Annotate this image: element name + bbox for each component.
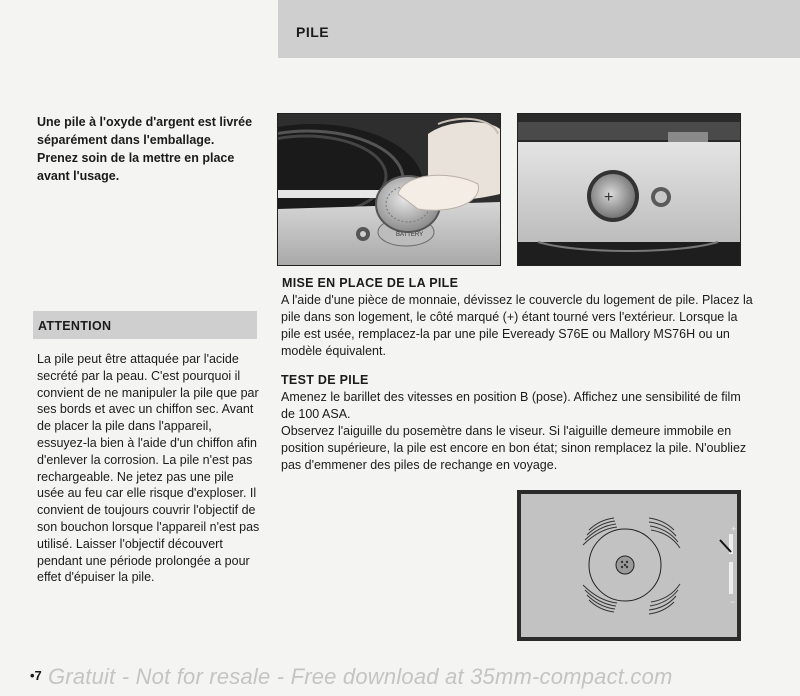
- attention-header: [33, 311, 257, 339]
- battery-plus-text: +: [604, 189, 614, 206]
- test-pile-text: [281, 389, 751, 474]
- test-pile-paragraph-1: Amenez le barillet des vitesses en position B (pose). Affichez une sensibilité de film de 100 ASA.: [281, 390, 741, 421]
- meter-minus: −: [730, 597, 736, 607]
- meter-plus: +: [731, 524, 737, 534]
- section-title-pile: PILE: [296, 24, 330, 40]
- mise-en-place-title: MISE EN PLACE DE LA PILE: [282, 276, 459, 290]
- mise-en-place-text: A l'aide d'une pièce de monnaie, dévissez le couvercle du logement de pile. Placez la pile dans son logement, le côté marqué (+) étant tourné vers l'extérieur. Lorsque la pile est usée, remplacez-la par une pile Eveready S76E ou Mallory MS76H ou un modèle équivalent.: [281, 293, 753, 358]
- page-number: •7: [30, 668, 42, 683]
- attention-title: ATTENTION: [38, 319, 112, 333]
- viewfinder-illustration: [517, 490, 741, 641]
- section-header-pile: [278, 0, 800, 58]
- attention-text: La pile peut être attaquée par l'acide secrété par la peau. C'est pourquoi il convient de ne manipuler la pile que par ses bords et avec un chiffon sec. Avant de placer la pile dans l'appareil, essuyez-la bien à l'aide d'un chiffon afin d'enlever la corrosion. La pile n'est pas rechargeable. Ne jetez pas une pile usée au feu car elle risque d'exploser. Il convient de toujours couvrir l'objectif de son bouchon lorsque l'appareil n'est pas utilisé. Laisser l'objectif découvert pendant une période prolongée a pour effet d'épuiser la pile.: [37, 352, 260, 585]
- test-pile-title: TEST DE PILE: [281, 373, 369, 387]
- battery-text: BATTERY: [396, 232, 424, 238]
- photo-battery-coin: [277, 113, 501, 266]
- intro-text: Une pile à l'oxyde d'argent est livrée séparément dans l'emballage. Prenez soin de la mettre en place avant l'usage.: [37, 115, 253, 183]
- test-pile-paragraph-2: Observez l'aiguille du posemètre dans le viseur. Si l'aiguille demeure immobile en position supérieure, la pile est encore en bon état; sinon remplacez la pile. N'oubliez pas d'emmener des piles de rechange en voyage.: [281, 424, 747, 472]
- photo-battery-installed: [517, 113, 741, 266]
- watermark: Gratuit - Not for resale - Free download at 35mm-compact.com: [48, 664, 673, 689]
